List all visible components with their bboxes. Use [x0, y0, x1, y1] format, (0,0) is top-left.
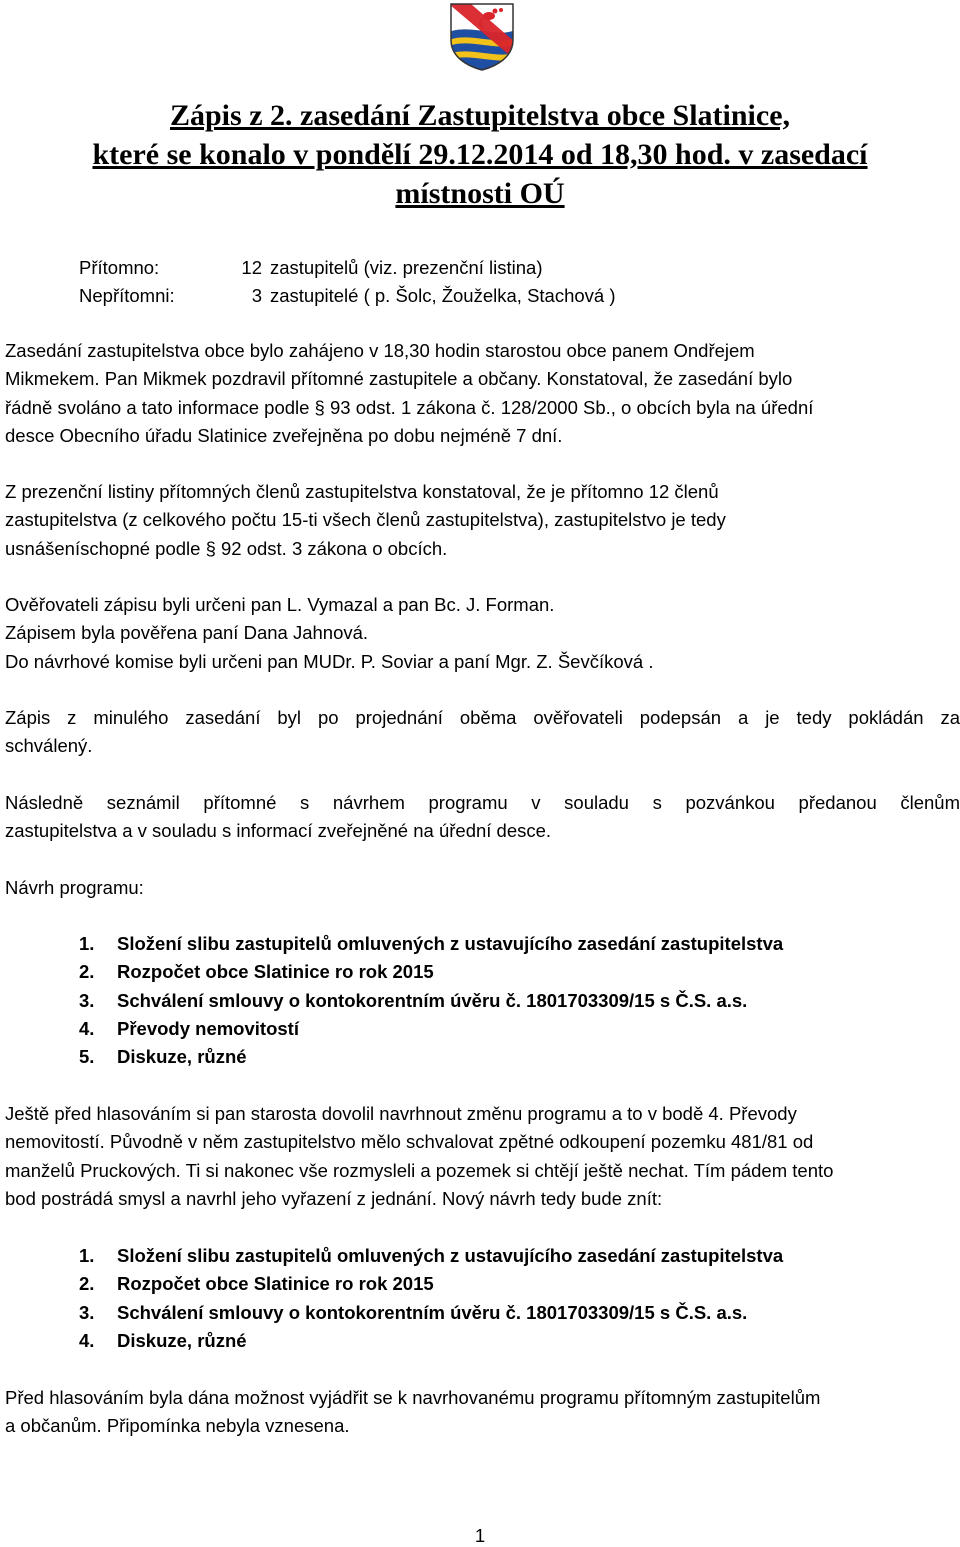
- paragraph-program-change: [5, 1100, 960, 1213]
- absent-label: Nepřítomni:: [79, 285, 175, 306]
- absent-text: zastupitelé ( p. Šolc, Žouželka, Stachová ): [270, 285, 616, 306]
- document-title: [0, 96, 960, 213]
- list-item-number: 3.: [79, 1301, 95, 1323]
- list-item: [79, 1299, 783, 1327]
- paragraph-line: usnášeníschopné podle § 92 odst. 3 zákona o obcích.: [5, 537, 448, 559]
- list-item-text: Diskuze, různé: [117, 1329, 247, 1351]
- paragraph-previous-minutes: [5, 704, 960, 761]
- list-item: [79, 930, 783, 958]
- list-item: [79, 987, 783, 1015]
- paragraph-line: manželů Pruckových. Ti si nakonec vše rozmysleli a pozemek si chtějí ještě nechat. Tím pádem tento: [5, 1159, 834, 1181]
- paragraph-line: Ještě před hlasováním si pan starosta dovolil navrhnout změnu programu a to v bodě 4. Převody: [5, 1103, 797, 1124]
- paragraph-line: Před hlasováním byla dána možnost vyjádřit se k navrhovanému programu přítomným zastupitelům: [5, 1387, 821, 1408]
- list-item-text: Schválení smlouvy o kontokorentním úvěru č. 1801703309/15 s Č.S. a.s.: [117, 1301, 748, 1323]
- program-original-list: [79, 930, 783, 1071]
- paragraph-line: schválený.: [5, 735, 93, 757]
- title-line-1: Zápis z 2. zasedání Zastupitelstva obce Slatinice,: [169, 99, 791, 132]
- list-item: [79, 958, 783, 986]
- paragraph-line: řádně svoláno a tato informace podle § 93 odst. 1 zákona č. 128/2000 Sb., o obcích byla na úřední: [5, 396, 814, 418]
- absent-count: 3: [251, 285, 262, 306]
- present-count: 12: [241, 257, 262, 278]
- list-item-number: 2.: [79, 1273, 95, 1295]
- paragraph-line: Návrh programu:: [5, 877, 144, 898]
- paragraph-opening: [5, 337, 960, 450]
- list-item-text: Diskuze, různé: [117, 1046, 247, 1068]
- paragraph-line: Zápisem byla pověřena paní Dana Jahnová.: [5, 622, 369, 644]
- program-new-list: [79, 1242, 783, 1355]
- list-item-number: 4.: [79, 1017, 95, 1039]
- title-line-3: místnosti OÚ: [395, 177, 565, 210]
- paragraph-line: Ověřovateli zápisu byli určeni pan L. Vymazal a pan Bc. J. Forman.: [5, 594, 555, 615]
- paragraph-line: Zasedání zastupitelstva obce bylo zahájeno v 18,30 hodin starostou obce panem Ondřejem: [5, 340, 755, 361]
- list-item: [79, 1327, 783, 1355]
- present-label: Přítomno:: [79, 257, 160, 278]
- list-item-text: Rozpočet obce Slatinice ro rok 2015: [117, 1273, 434, 1295]
- list-item-number: 4.: [79, 1329, 95, 1351]
- paragraph-line: desce Obecního úřadu Slatinice zveřejněna po dobu nejméně 7 dní.: [5, 424, 563, 446]
- paragraph-line: a občanům. Připomínka nebyla vznesena.: [5, 1415, 350, 1437]
- paragraph-line: nemovitostí. Původně v něm zastupitelstvo mělo schvalovat zpětné odkoupení pozemku 481/81 od: [5, 1131, 814, 1153]
- list-item: [79, 1043, 783, 1071]
- list-item: [79, 1242, 783, 1270]
- list-item-text: Složení slibu zastupitelů omluvených z ustavujícího zasedání zastupitelstva: [117, 1245, 784, 1266]
- coat-of-arms-icon: [449, 2, 515, 72]
- paragraph-line: Následně seznámil přítomné s návrhem programu v souladu s pozvánkou předanou členům: [5, 792, 960, 813]
- paragraph-program-intro: [5, 789, 960, 846]
- present-text: zastupitelů (viz. prezenční listina): [270, 257, 543, 278]
- paragraph-verifiers: [5, 591, 960, 676]
- list-item-text: Převody nemovitostí: [117, 1017, 299, 1039]
- list-item-number: 1.: [79, 933, 95, 954]
- list-item: [79, 1270, 783, 1298]
- list-item-text: Rozpočet obce Slatinice ro rok 2015: [117, 961, 434, 983]
- paragraph-closing: [5, 1384, 960, 1441]
- list-item-text: Schválení smlouvy o kontokorentním úvěru č. 1801703309/15 s Č.S. a.s.: [117, 989, 748, 1011]
- paragraph-line: zastupitelstva a v souladu s informací zveřejněné na úřední desce.: [5, 820, 552, 842]
- paragraph-line: bod postrádá smysl a navrhl jeho vyřazení z jednání. Nový návrh tedy bude znít:: [5, 1187, 663, 1209]
- paragraph-line: Zápis z minulého zasedání byl po projednání oběma ověřovateli podepsán a je tedy pokládán za: [5, 707, 960, 728]
- list-item-text: Složení slibu zastupitelů omluvených z ustavujícího zasedání zastupitelstva: [117, 933, 784, 954]
- list-item: [79, 1015, 783, 1043]
- paragraph-line: Mikmekem. Pan Mikmek pozdravil přítomné zastupitele a občany. Konstatoval, že zasedání bylo: [5, 368, 793, 390]
- list-item-number: 2.: [79, 961, 95, 983]
- paragraph-line: zastupitelstva (z celkového počtu 15-ti všech členů zastupitelstva), zastupitelstvo je tedy: [5, 509, 726, 531]
- paragraph-quorum: [5, 478, 960, 563]
- list-item-number: 3.: [79, 989, 95, 1011]
- program-label: [5, 874, 960, 902]
- paragraph-line: Z prezenční listiny přítomných členů zastupitelstva konstatoval, že je přítomno 12 členů: [5, 481, 719, 502]
- list-item-number: 1.: [79, 1245, 95, 1266]
- list-item-number: 5.: [79, 1046, 95, 1068]
- page-number: 1: [474, 1525, 486, 1546]
- title-line-2: které se konalo v pondělí 29.12.2014 od 18,30 hod. v zasedací: [92, 138, 868, 171]
- paragraph-line: Do návrhové komise byli určeni pan MUDr. P. Soviar a paní Mgr. Z. Ševčíková .: [5, 650, 654, 672]
